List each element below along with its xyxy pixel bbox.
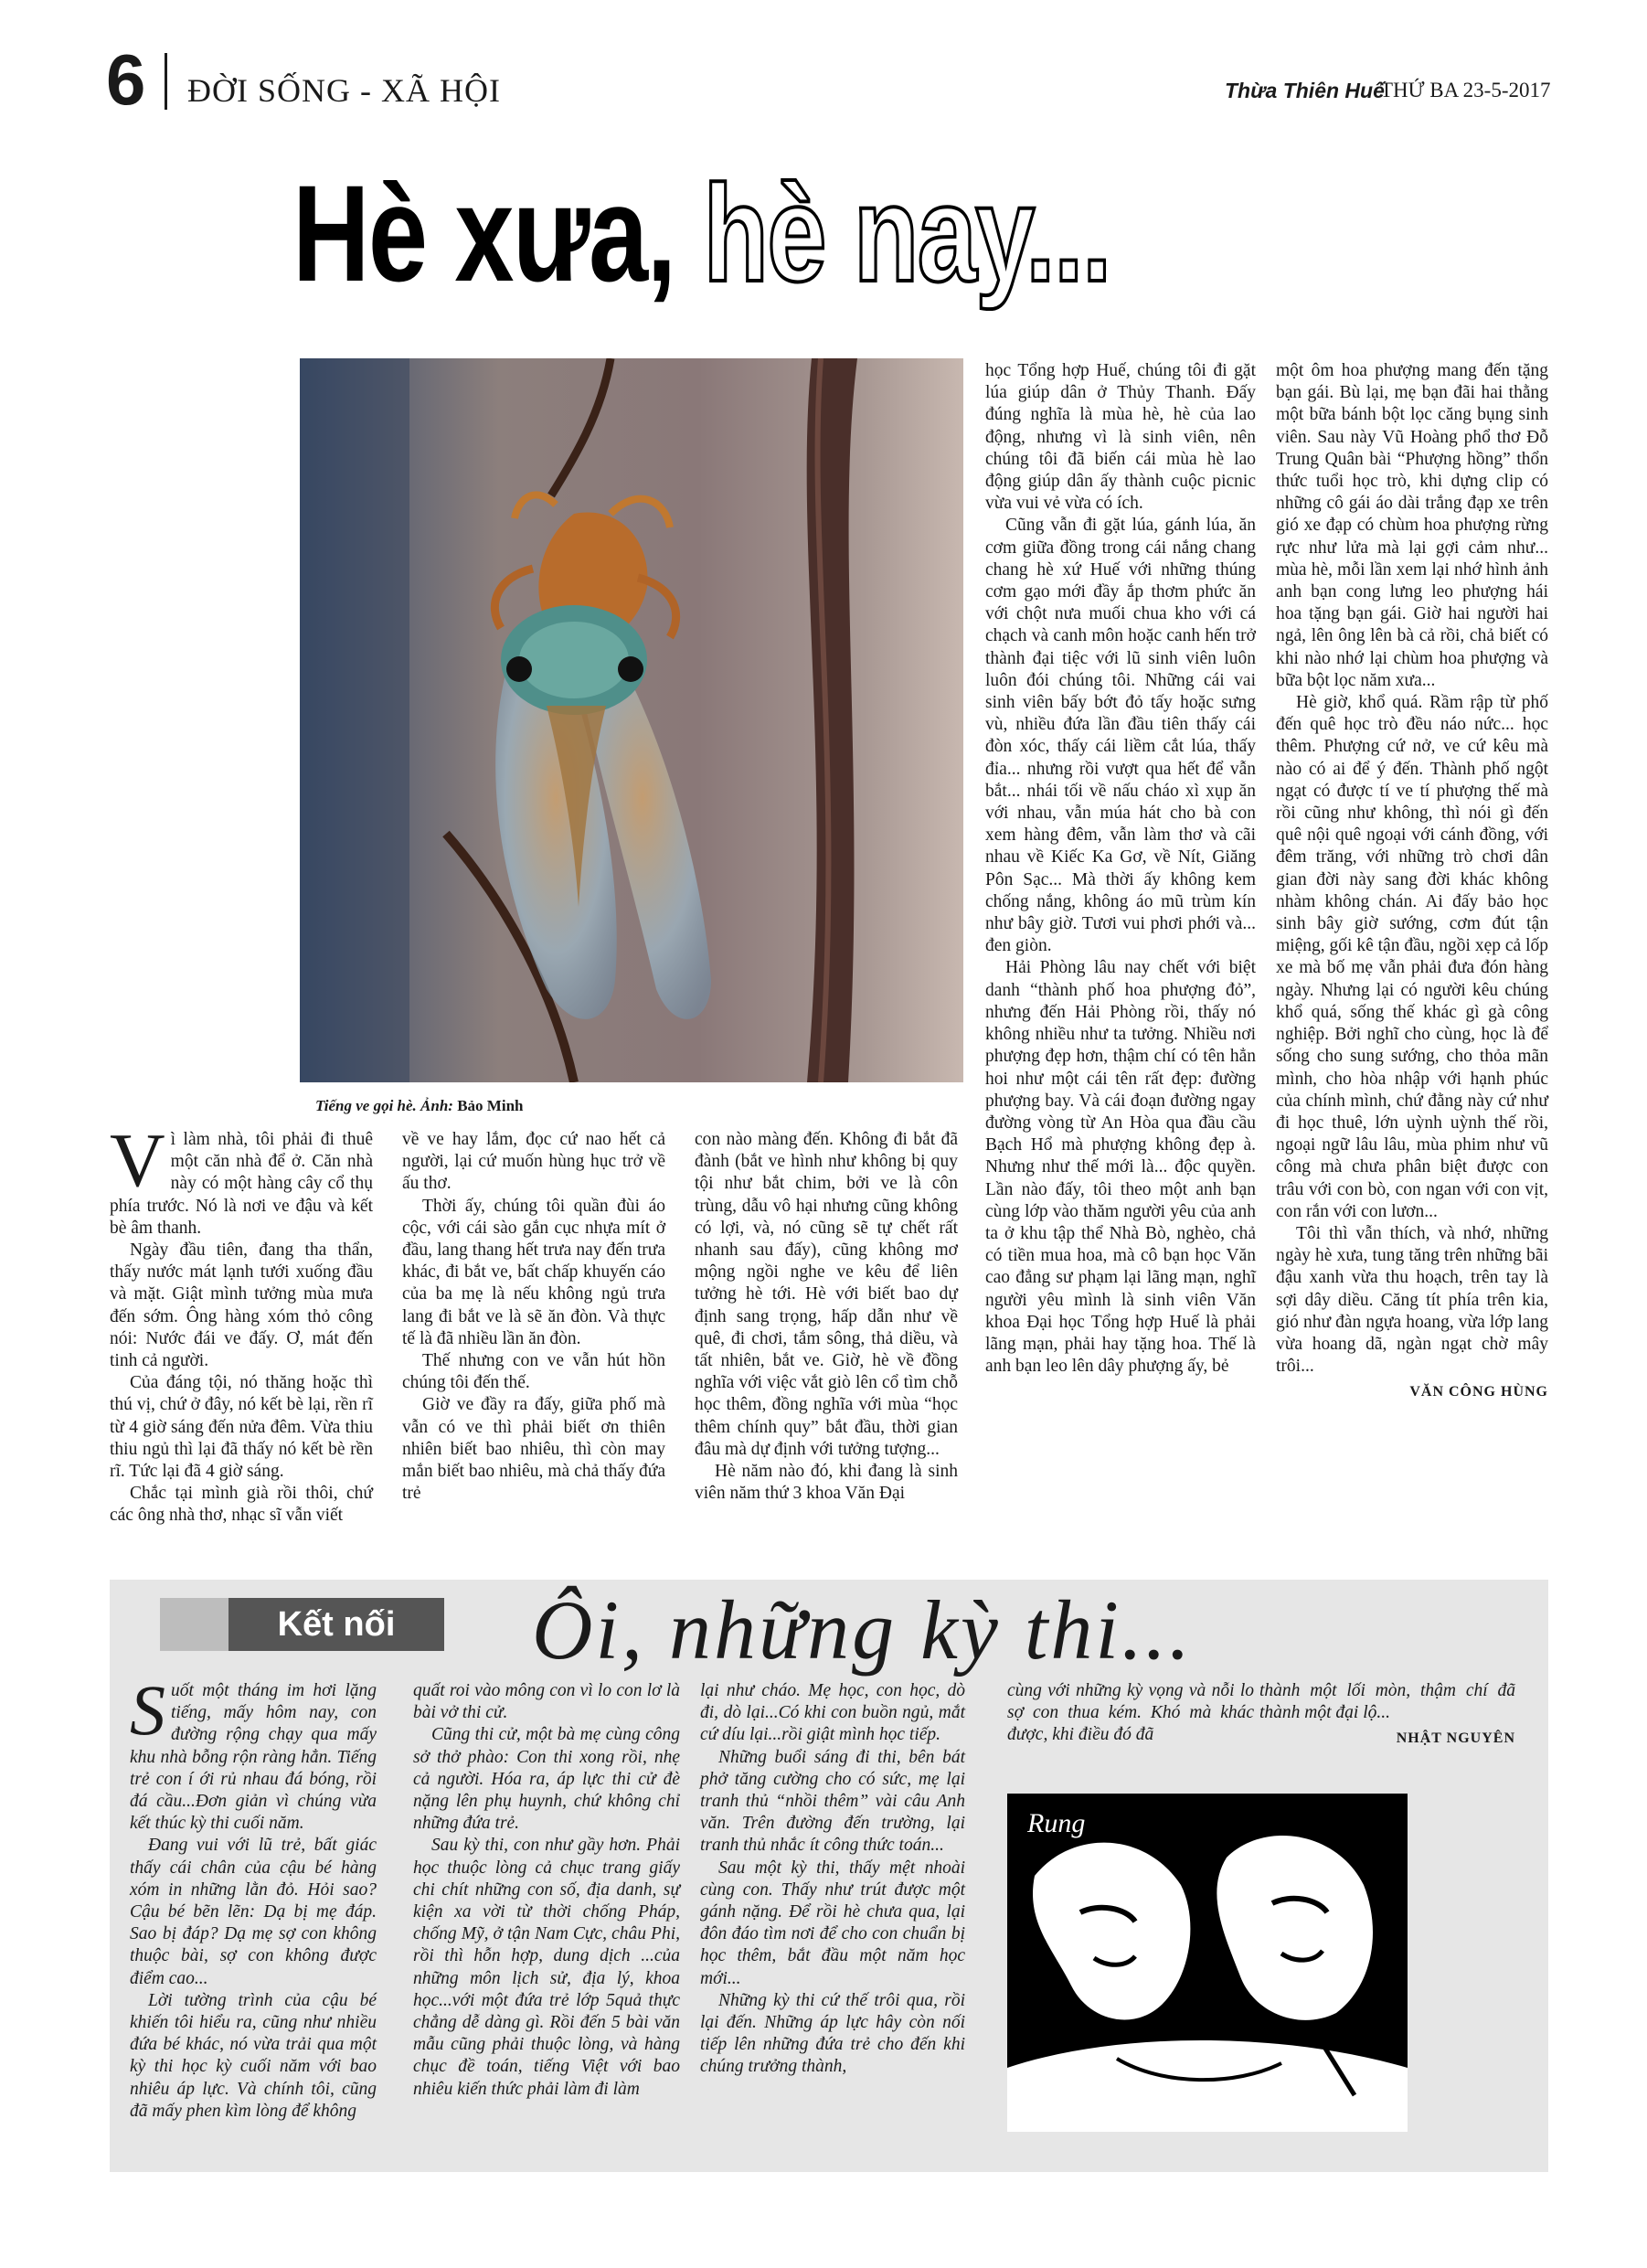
article-paragraph: học Tổng hợp Huế, chúng tôi đi gặt lúa giúp dân ở Thủy Thanh. Đấy đúng nghĩa là mùa hè, hè của lao động, nhưng vì là sinh viên, nên chúng tôi đã biến cái mùa hè lao động giúp dân ấy thành cuộc picnic vừa vui vẻ vừa có ích. [985, 361, 1256, 514]
article-paragraph: Của đáng tội, nó thăng hoặc thì thú vị, chứ ở đây, nó kết bè lại, rền rĩ từ 4 giờ sáng đến nửa đêm. Vừa thiu thiu ngủ thì lại đã thấy nó kết bè rền rĩ. Tức lại đã 4 giờ sáng. [110, 1373, 373, 1482]
insert-paragraph: quất roi vào mông con vì lo con lơ là bài vở thi cử. [413, 1681, 680, 1723]
insert-paragraph: lại như cháo. Mẹ học, con học, dò đi, dò lại...Có khi con buồn ngủ, mắt cứ díu lại...rồi giật mình học tiếp. [700, 1681, 965, 1745]
issue-date: THỨ BA 23-5-2017 [1380, 79, 1551, 101]
insert-headline: Ôi, những kỳ thi... [532, 1583, 1193, 1677]
sketch-signature: Rung [1027, 1808, 1086, 1838]
credit-name: Bảo Minh [457, 1097, 524, 1114]
article-paragraph: Ngày đầu tiên, đang tha thẩn, thấy nước mát lạnh tưới xuống đầu và mặt. Giật mình tưởng mùa mưa đến sớm. Ông hàng xóm thỏ công nói: Nước đái ve đấy. Ơ, mát đến tinh cả người. [110, 1240, 373, 1371]
headline-part2: hè nay... [703, 156, 1110, 310]
insert-paragraph: Đang vui với lũ trẻ, bất giác thấy cái chân của cậu bé hàng xóm in những lằn đỏ. Hỏi sao? Cậu bé bẽn lẽn: Dạ bị mẹ đáp. Sao bị đáp? Dạ mẹ sợ con không thuộc bài, sợ con không được điểm cao... [130, 1836, 377, 1988]
article-paragraph [110, 1118, 373, 1240]
article-column-3 [695, 1129, 958, 1505]
header-divider [165, 53, 167, 110]
insert-paragraph [130, 1670, 377, 1835]
section-title: ĐỜI SỐNG - XÃ HỘI [187, 72, 501, 109]
article-column-2 [402, 1129, 665, 1505]
insert-paragraph: cùng với những kỳ vọng và nỗi lo sợ con thua kém. Khó mà khác được, khi điều đó đã [1007, 1681, 1254, 1745]
article-column-1 [110, 1118, 373, 1528]
insert-paragraph: Những kỳ thi cứ thế trôi qua, rồi lại đến. Những áp lực hây còn nối tiếp lên những đứa trẻ cho đến khi chúng trưởng thành, [700, 1990, 965, 2077]
article-paragraph: Hè năm nào đó, khi đang là sinh viên năm thứ 3 khoa Văn Đại [695, 1462, 958, 1504]
caption-text: Tiếng ve gọi hè. [315, 1097, 417, 1114]
article-column-5 [1276, 360, 1548, 1404]
mother-child-sketch [1007, 1794, 1408, 2132]
author-byline: VĂN CÔNG HÙNG [1409, 1384, 1548, 1400]
insert-column-2 [413, 1680, 680, 2101]
insert-paragraph: Sau kỳ thi, con như gầy hơn. Phải học thuộc lòng cả chục trang giấy chi chít những con số, địa danh, sự kiện xa vời từ thời chống Pháp, chống Mỹ, ở tận Nam Cực, châu Phi, rồi thì hỗn hợp, dung dịch ...của những môn lịch sử, địa lý, khoa học...với một đứa trẻ lớp 5quả thực chẳng dễ dàng gì. Rồi đến 5 bài văn mẫu cũng phải thuộc lòng, và hàng chục đề toán, tiếng Việt với bao nhiêu kiến thức phải làm đi làm [413, 1836, 680, 2099]
headline-part1: Hè xưa, [292, 156, 675, 310]
article-paragraph: Tôi thì vẫn thích, và nhớ, những ngày hè xưa, tung tăng trên những bãi đậu xanh vừa thu hoạch, trên tay là sợi dây diều. Căng tít phía trên kia, gió như đàn ngựa hoang, vừa lớp lang vừa hoang dã, ngàn ngạt chờ mây trôi... [1276, 1223, 1548, 1377]
article-paragraph: Cũng vẫn đi gặt lúa, gánh lúa, ăn cơm giữa đồng trong cái nắng chang chang hè xứ Huế với những thúng cơm gạo mới đầy ắp thơm phức ăn với chột nưa muối chua kho với cá chạch và canh môn hoặc canh hến trở thành đại tiệc với lũ sinh viên luôn luôn đói chúng tôi. Những cái vai sinh viên bấy bớt đỏ tấy hoặc sưng vù, nhiều đứa lần đầu tiên thấy cái đòn xóc, thấy cái liềm cắt lúa, thấy đỉa... nhưng rồi vượt qua hết để vẫn bắt... nhái tối về nấu cháo xì xụp ăn với nhau, vẫn múa hát cho bà con xem hàng đêm, vẫn làm thơ và cãi nhau về Kiếc Ka Gơ, về Nít, Giăng Pôn Sạc... Mà thời ấy không kem chống nắng, không áo mũ trùm kín như bây giờ. Tươi vui phơi phới và... đen giòn. [985, 516, 1256, 956]
article-paragraph: Thời ấy, chúng tôi quần đùi áo cộc, với cái sào gắn cục nhựa mít ở đầu, lang thang hết trưa nay đến trưa khác, đi bắt ve, bất chấp khuyến cáo của ba mẹ là nếu không ngủ trưa lang đi bắt ve là sẽ ăn đòn. Và thực tế là đã nhiều lần ăn đòn. [402, 1196, 665, 1348]
article-paragraph: Thế nhưng con ve vẫn hút hồn chúng tôi đến thế. [402, 1351, 665, 1393]
article-paragraph: Hải Phòng lâu nay chết với biệt danh “thành phố hoa phượng đỏ”, nhưng đến Hải Phòng rồi, thấy nó không nhiều như ta tưởng. Nhiều nơi phượng đẹp hơn, thậm chí có tên hẳn hoi như một cái tên rất đẹp: đường phượng bay. Và cái đoạn đường ngay đường vòng từ An Hòa qua đầu cầu Bạch Hổ mà phượng không đẹp à. Nhưng như thế mới là... độc quyền. Lần nào đấy, tôi theo một anh bạn cùng lớp vào thăm người yêu của anh ta ở khu tập thể Nhà Bò, nghèo, chả có tiền mua hoa, mà cô bạn học Văn cao đẳng sư phạm lại lãng mạn, nghĩ người yêu mình là sinh viên Văn khoa Đại học Tổng hợp Huế là phải lãng mạn, phải hay tặng hoa. Thế là anh bạn leo lên dây phượng ấy, bẻ [985, 958, 1256, 1377]
paragraph-text: ì làm nhà, tôi phải đi thuê một căn nhà để ở. Căn nhà này có một hàng cây cổ thụ phía trước. Nó là nơi ve đậu và kết bè âm thanh. [110, 1130, 373, 1238]
paragraph-text: uốt một tháng im hơi lặng tiếng, mấy hôm nay, con đường rộng chạy qua mấy khu nhà bỗng rộn ràng hẳn. Tiếng trẻ con í ới rủ nhau đá bóng, rồi đá cầu...Đơn giản vì chúng vừa kết thúc kỳ thi cuối năm. [130, 1681, 377, 1834]
insert-column-5 [1259, 1680, 1515, 1751]
dropcap: V [110, 1118, 165, 1203]
page-number: 6 [106, 39, 146, 120]
article-paragraph: một ôm hoa phượng mang đến tặng bạn gái. Bù lại, mẹ bạn đãi hai thằng một bữa bánh bột lọc căng bụng sinh viên. Sau này Vũ Hoàng phổ thơ Đỗ Trung Quân bài “Phượng hồng” thổn thức tuổi học trò, khi dựng clip có những cô gái áo dài trắng đạp xe trên gió xe đạp có chùm hoa phượng rừng rực như lửa mà lại gợi cảm như... mùa hè, mỗi lần xem lại nhớ hình ảnh anh bạn cong lưng leo phượng hái hoa tặng bạn gái. Giờ hai người hai ngả, lên ông lên bà cả rồi, chả biết có khi nào nhớ lại chùm hoa phượng và bữa bột lọc năm xưa... [1276, 361, 1548, 690]
article-paragraph: Chắc tại mình già rồi thôi, chứ các ông nhà thơ, nhạc sĩ vẫn viết [110, 1484, 373, 1526]
section-tag: Kết nối [228, 1598, 444, 1651]
insert-paragraph: Cũng thi cử, một bà mẹ cùng công sở thở phào: Con thi xong rồi, nhẹ cả người. Hóa ra, áp lực thi cử đè nặng lên phụ huynh, chứ không chỉ những đứa trẻ. [413, 1725, 680, 1834]
cicada-photo [300, 358, 963, 1082]
credit-label: Ảnh: [420, 1097, 453, 1114]
insert-column-1 [130, 1670, 377, 2123]
article-paragraph: Giờ ve đầy ra đấy, giữa phố mà vẫn có ve thì phải biết ơn thiên nhiên biết bao nhiêu, thì còn may mắn biết bao nhiêu, mà chả thấy đứa trẻ [402, 1395, 665, 1504]
insert-paragraph: Lời tường trình của cậu bé khiến tôi hiểu ra, cũng như nhiều đứa bé khác, nó vừa trải qua một kỳ thi học kỳ cuối năm với bao nhiêu áp lực. Và chính tôi, cũng đã mấy phen kìm lòng để không [130, 1990, 377, 2121]
insert-dropcap: S [130, 1670, 165, 1750]
publication-name: Thừa Thiên Huế [1225, 79, 1385, 102]
insert-column-3 [700, 1680, 965, 2079]
photo-caption [315, 1097, 524, 1115]
article-paragraph: về ve hay lắm, đọc cứ nao hết cả người, lại cứ muốn hùng hục trở về ấu thơ. [402, 1130, 665, 1194]
article-paragraph: Hè giờ, khổ quá. Rầm rập từ phố đến quê học trò đều náo nức... học thêm. Phượng cứ nở, ve cứ kêu mà nào có ai để ý đến. Thành phố ngột ngạt có được tí ve tí phượng thế mà rồi cũng như không, thì nói gì đến quê nội quê ngoại với cánh đồng, với đêm trăng, với những trò chơi dân gian đời này sang đời khác không nhàm không chán. Ai đấy bảo học sinh bây giờ sướng, cơm đút tận miệng, gối kê tận đầu, ngồi xẹp cả lốp xe mà bố mẹ vẫn phải đưa đón hàng ngày. Nhưng lại có người kêu chúng khổ quá, sống thế khác gì gà công nghiệp. Bởi nghĩ cho cùng, học là để sống cho sung sướng, cho thỏa mãn mình, cho hòa nhập với hạnh phúc của chính mình, chứ đằng này cứ như đi học thuê, lớn uỳnh uỳnh thế rồi, ngoại ngữ lâu lâu, mùa phim như vũ công mà chưa phân biệt được con trâu với con bò, con ngan với con vịt, con rắn với con lươn... [1276, 693, 1548, 1221]
insert-column-4 [1007, 1680, 1254, 1747]
insert-paragraph: Sau một kỳ thi, thấy mệt nhoài cùng con. Thấy như trút được một gánh nặng. Để rồi hè chưa qua, lại đôn đáo tìm nơi để cho con chuẩn bị học thêm, bắt đầu một năm học mới... [700, 1858, 965, 1988]
insert-paragraph: Những buổi sáng đi thi, bên bát phở tăng cường cho có sức, mẹ lại tranh thủ “nhồi thêm” vài câu Anh văn. Trên đường đến trường, lại tranh thủ nhắc ít công thức toán... [700, 1747, 965, 1856]
article-paragraph: con nào màng đến. Không đi bắt đã đành (bắt ve hình như không bị quy tội như bắt chim, bởi ve là côn trùng, dẫu vô hại nhưng cũng không có lợi, và, nó cũng sẽ tự chết rất nhanh sau đấy), cũng không mơ mộng ngồi nghe ve kêu để liên tưởng hè tới. Hè với biết bao dự định sang trọng, hấp dẫn như về quê, đi chơi, tắm sông, thả diều, và tất nhiên, bắt ve. Giờ, hè về đồng nghĩa với việc vắt giò lên cổ tìm chỗ học thêm, đồng nghĩa với mùa “học thêm chính quy” bắt đầu, thời gian đâu mà dự định với tưởng tượng... [695, 1130, 958, 1459]
article-headline [292, 156, 1110, 310]
article-column-4 [985, 360, 1256, 1378]
insert-byline: NHẬT NGUYÊN [1396, 1730, 1515, 1747]
insert-paragraph: thành một lối mòn, thậm chí đã thành một đại lộ... [1259, 1681, 1515, 1723]
